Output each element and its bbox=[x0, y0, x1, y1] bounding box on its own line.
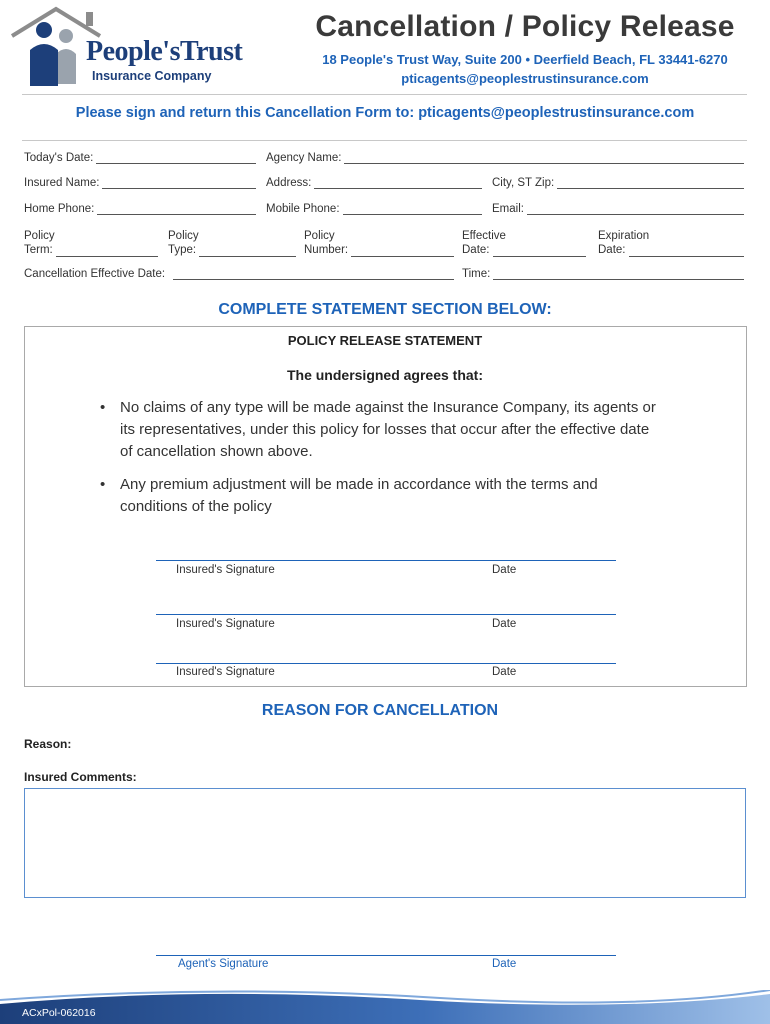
insured-comments-label: Insured Comments: bbox=[24, 770, 137, 784]
cancellation-effective-date-field[interactable] bbox=[24, 268, 454, 280]
expiration-date-field[interactable] bbox=[598, 229, 744, 257]
home-phone-label: Home Phone: bbox=[24, 203, 95, 215]
insured-signature-label-3: Insured's Signature bbox=[176, 666, 275, 678]
policy-term-field[interactable] bbox=[24, 229, 158, 257]
statement-bullet-1 bbox=[100, 397, 660, 463]
reason-section-heading: REASON FOR CANCELLATION bbox=[261, 702, 499, 719]
return-instruction: Please sign and return this Cancellation Form to: pticagents@peoplestrustinsurance.com bbox=[75, 105, 695, 121]
insured-signature-label-2: Insured's Signature bbox=[176, 618, 275, 630]
insured-signature-line-1[interactable] bbox=[156, 560, 616, 561]
policy-number-field[interactable] bbox=[304, 229, 454, 257]
instruction-divider bbox=[22, 140, 747, 141]
time-field[interactable] bbox=[462, 268, 744, 280]
company-address: 18 People's Trust Way, Suite 200 • Deerfield Beach, FL 33441-6270 bbox=[322, 52, 728, 67]
expiration-date-label-2: Date: bbox=[598, 244, 626, 256]
expiration-date-label-1: Expiration bbox=[598, 230, 650, 242]
agent-signature-label: Agent's Signature bbox=[178, 958, 269, 970]
address-label: Address: bbox=[266, 177, 312, 189]
city-st-zip-field[interactable] bbox=[492, 177, 744, 189]
statement-title: POLICY RELEASE STATEMENT bbox=[287, 333, 483, 348]
email-label: Email: bbox=[492, 203, 524, 215]
effective-date-label-2: Date: bbox=[462, 244, 490, 256]
city-st-zip-label: City, ST Zip: bbox=[492, 177, 555, 189]
insured-comments-textarea[interactable] bbox=[24, 788, 746, 898]
agency-name-label: Agency Name: bbox=[266, 152, 342, 164]
cancellation-effective-date-label: Cancellation Effective Date: bbox=[24, 268, 166, 280]
mobile-phone-field[interactable] bbox=[266, 203, 482, 215]
policy-type-field[interactable] bbox=[168, 229, 296, 257]
company-email: pticagents@peoplestrustinsurance.com bbox=[401, 71, 649, 86]
mobile-phone-label: Mobile Phone: bbox=[266, 203, 340, 215]
date-label-2: Date bbox=[492, 618, 517, 630]
todays-date-label: Today's Date: bbox=[24, 152, 94, 164]
email-field[interactable] bbox=[492, 203, 744, 215]
statement-bullet-text: Any premium adjustment will be made in accordance with the terms and conditions of the policy bbox=[120, 476, 598, 515]
date-label-3: Date bbox=[492, 666, 517, 678]
footer-wave-graphic bbox=[0, 990, 770, 1024]
policy-number-label-2: Number: bbox=[304, 244, 349, 256]
statement-section-heading: COMPLETE STATEMENT SECTION BELOW: bbox=[218, 301, 552, 318]
header-divider bbox=[22, 94, 747, 95]
address-field[interactable] bbox=[266, 177, 482, 189]
effective-date-label-1: Effective bbox=[462, 230, 506, 242]
todays-date-field[interactable] bbox=[24, 152, 256, 164]
policy-type-label-2: Type: bbox=[168, 244, 197, 256]
form-code: ACxPol-062016 bbox=[22, 1007, 96, 1019]
insured-signature-line-3[interactable] bbox=[156, 663, 616, 664]
policy-type-label-1: Policy bbox=[168, 230, 199, 242]
insured-name-field[interactable] bbox=[24, 177, 256, 189]
agent-date-label: Date bbox=[492, 958, 517, 970]
policy-term-label-2: Term: bbox=[24, 244, 53, 256]
statement-intro: The undersigned agrees that: bbox=[286, 367, 484, 383]
home-phone-field[interactable] bbox=[24, 203, 256, 215]
effective-date-field[interactable] bbox=[462, 229, 586, 257]
insured-name-label: Insured Name: bbox=[24, 177, 100, 189]
bullet-dot: • bbox=[100, 476, 106, 493]
statement-bullet-2 bbox=[100, 474, 660, 518]
insured-signature-label-1: Insured's Signature bbox=[176, 564, 275, 576]
logo-wordmark: People'sTrust bbox=[86, 36, 243, 67]
agent-signature-line[interactable] bbox=[156, 955, 616, 956]
company-logo bbox=[8, 6, 268, 90]
time-label: Time: bbox=[462, 268, 491, 280]
insured-signature-line-2[interactable] bbox=[156, 614, 616, 615]
date-label-1: Date bbox=[492, 564, 517, 576]
agency-name-field[interactable] bbox=[266, 152, 744, 164]
bullet-dot: • bbox=[100, 399, 106, 416]
reason-label: Reason: bbox=[24, 737, 72, 751]
page-title: Cancellation / Policy Release bbox=[315, 10, 735, 43]
logo-subtitle: Insurance Company bbox=[92, 69, 212, 83]
policy-number-label-1: Policy bbox=[304, 230, 335, 242]
policy-term-label-1: Policy bbox=[24, 230, 55, 242]
statement-bullet-text: No claims of any type will be made against the Insurance Company, its agents or its representatives, under this policy for losses that occur after the effective date of cancellation shown above. bbox=[120, 399, 656, 460]
